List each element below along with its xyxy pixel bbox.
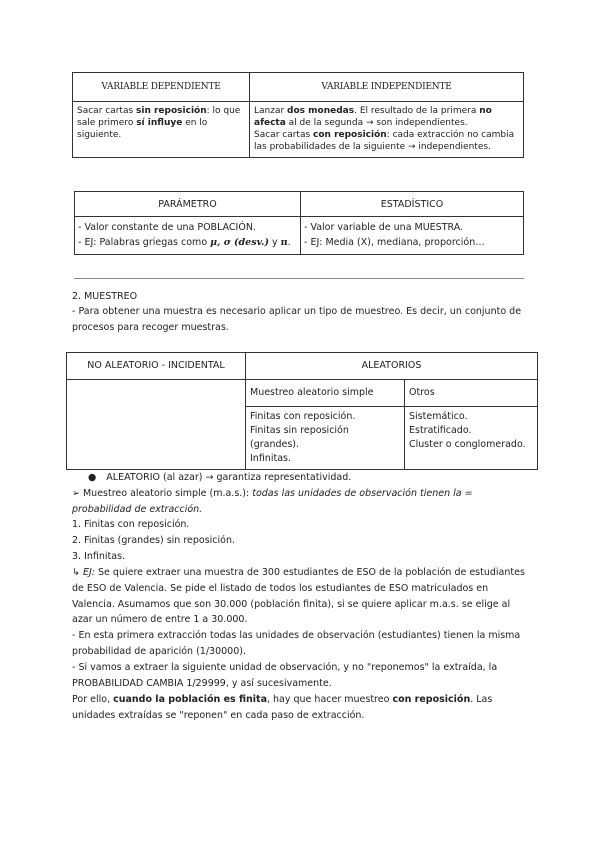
cell-estadistico: - Valor variable de una MUESTRA. - EJ: Media (X), mediana, proporción… xyxy=(301,217,524,255)
paragraph-conclusion: Por ello, cuando la población es finita, hay que hacer muestreo con reposición. Las unidades extraídas se "reponen" en cada paso de extracción. xyxy=(72,694,493,721)
header-estadistico: ESTADÍSTICO xyxy=(301,192,524,217)
header-parametro: PARÁMETRO xyxy=(75,192,301,217)
list-item: 2. Finitas (grandes) sin reposición. xyxy=(72,535,236,546)
section-divider xyxy=(74,278,524,279)
cell-parametro: - Valor constante de una POBLACIÓN. - EJ: Palabras griegas como μ, σ (desv.) y π. xyxy=(75,217,301,255)
subheader-otros: Otros xyxy=(405,380,538,407)
section-title: 2. MUESTREO xyxy=(72,291,138,302)
parameter-statistic-table xyxy=(74,191,524,255)
bullet-item: ● ALEATORIO (al azar) → garantiza representatividad. xyxy=(88,472,352,483)
cell-mas-items: Finitas con reposición. Finitas sin reposición (grandes). Infinitas. xyxy=(246,407,405,470)
cell-otros-items: Sistemático. Estratificado. Cluster o conglomerado. xyxy=(405,407,538,470)
bullet-dot-icon: ● xyxy=(88,472,97,483)
sampling-types-table xyxy=(66,352,538,470)
dependent-independent-table xyxy=(72,72,524,158)
cell-no-aleatorio-empty xyxy=(67,380,246,470)
subheader-mas: Muestreo aleatorio simple xyxy=(246,380,405,407)
example-paragraph: ↳ EJ: Se quiere extraer una muestra de 300 estudiantes de ESO de la población de estudiantes de ESO de Valencia. Se pide el listado de todos los estudiantes de ESO matriculados en Valencia. Asumamos que son 30.000 (población finita), si se quiere aplicar m.a.s. se elige al azar un número de entre 1 a 30.000. xyxy=(72,567,525,626)
list-item: 1. Finitas con reposición. xyxy=(72,519,190,530)
paragraph-first-extraction: - En esta primera extracción todas las unidades de observación (estudiantes) tienen la misma probabilidad de aparición (1/30000). xyxy=(72,630,521,657)
list-item: 3. Infinitas. xyxy=(72,551,126,562)
header-variable-dependiente: VARIABLE DEPENDIENTE xyxy=(73,73,250,102)
header-aleatorios: ALEATORIOS xyxy=(246,353,538,380)
header-variable-independiente: VARIABLE INDEPENDIENTE xyxy=(250,73,524,102)
header-no-aleatorio: NO ALEATORIO - INCIDENTAL xyxy=(67,353,246,380)
mas-definition: ➢ Muestreo aleatorio simple (m.a.s.): todas las unidades de observación tienen la = probabilidad de extracción. xyxy=(72,488,473,515)
paragraph-second-extraction: - Si vamos a extraer la siguiente unidad de observación, y no "reponemos" la extraída, la PROBABILIDAD CAMBIA 1/29999, y así sucesivamente. xyxy=(72,662,498,689)
cell-dependiente: Sacar cartas sin reposición: lo que sale primero sí influye en lo siguiente. xyxy=(73,102,250,158)
section-intro: - Para obtener una muestra es necesario aplicar un tipo de muestreo. Es decir, un conjunto de procesos para recoger muestras. xyxy=(72,306,522,333)
cell-independiente: Lanzar dos monedas. El resultado de la primera no afecta al de la segunda → son independientes. Sacar cartas con reposición: cada extracción no cambia las probabilidades de la siguiente → independientes. xyxy=(250,102,524,158)
